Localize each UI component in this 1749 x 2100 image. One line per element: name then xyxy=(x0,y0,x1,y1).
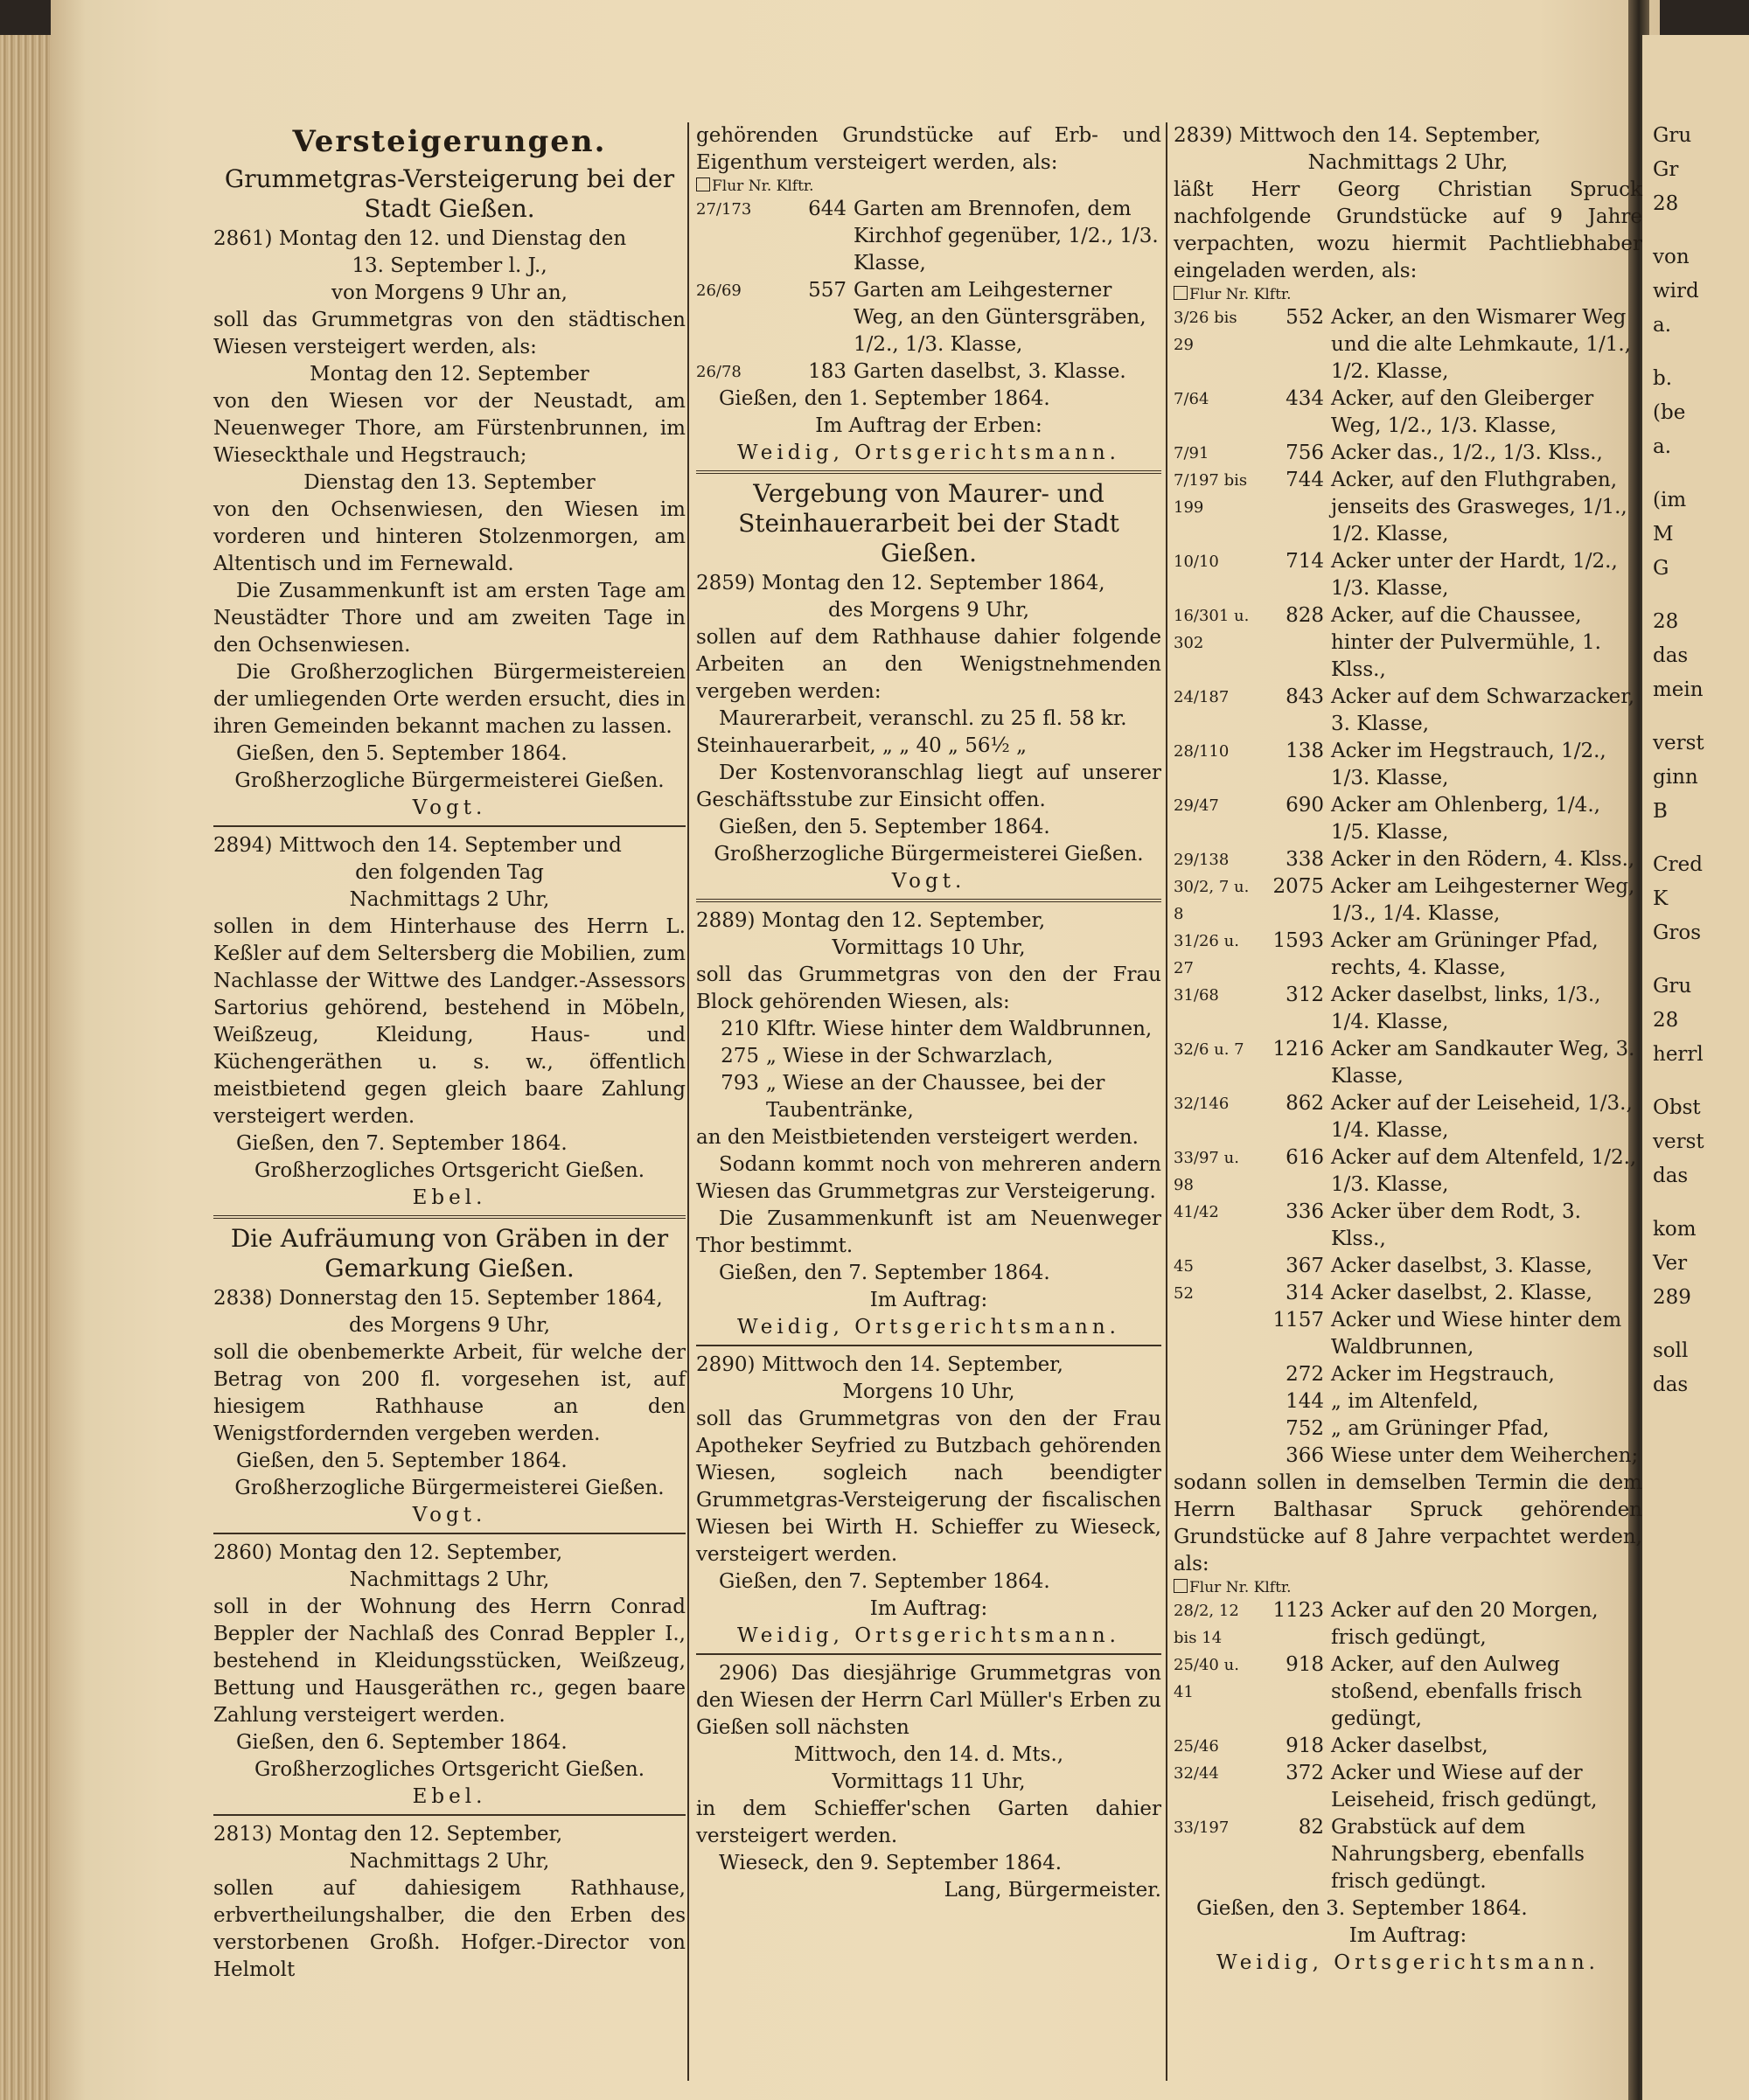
meadow-table xyxy=(696,1016,1161,1124)
notice-text: läßt Herr Georg Christian Spruck nachfolgende Grundstücke auf 9 Jahre verpachten, wozu hiermit Pachtliebhaber eingeladen werden, als: xyxy=(1174,178,1642,282)
notice-text: 2906) Das diesjährige Grummetgras von den Wiesen der Herrn Carl Müller's Erben zu Gießen soll nächsten xyxy=(696,1662,1161,1739)
notice-line: Vormittags 11 Uhr, xyxy=(832,1770,1026,1793)
facing-page-line: M xyxy=(1653,523,1674,546)
area-value: 552 xyxy=(1286,306,1324,329)
area-value: 616 xyxy=(1286,1146,1324,1169)
area-value: 366 xyxy=(1286,1444,1324,1467)
facing-page-line: Cred xyxy=(1653,853,1703,876)
table-row xyxy=(1174,982,1642,1036)
facing-page-line: herrl xyxy=(1653,1043,1704,1066)
notice-2813-continued xyxy=(696,122,1161,467)
notice-date: Gießen, den 5. September 1864. xyxy=(236,1450,568,1472)
facing-page-line: das xyxy=(1653,644,1689,667)
flur-number: 33/97 u. 98 xyxy=(1174,1149,1239,1194)
table-row xyxy=(1174,1036,1642,1090)
notice-date: Gießen, den 7. September 1864. xyxy=(719,1570,1050,1593)
area-value: 744 xyxy=(1286,469,1324,491)
area-value: 918 xyxy=(1286,1735,1324,1757)
area-value: 714 xyxy=(1286,550,1324,573)
facing-page-line: Ver xyxy=(1653,1252,1688,1275)
parcel-description: Acker auf den 20 Morgen, frisch gedüngt, xyxy=(1331,1599,1599,1649)
area-value: 367 xyxy=(1286,1255,1324,1277)
notice-authority: Großherzogliches Ortsgericht Gießen. xyxy=(254,1758,645,1781)
facing-page-line: G xyxy=(1653,557,1669,580)
flur-number xyxy=(1174,1307,1261,1361)
facing-page-line: a. xyxy=(1653,435,1672,458)
table-row xyxy=(1174,1597,1642,1651)
area-value: 756 xyxy=(1286,442,1324,464)
flur-number: 29/138 xyxy=(1174,851,1230,869)
notice-heading: Die Aufräumung von Gräben in der Gemarkung Gießen. xyxy=(230,1224,669,1283)
parcel-description: Acker daselbst, 3. Klasse, xyxy=(1331,1255,1592,1277)
notice-text: sollen auf dahiesigem Rathhause, erbvertheilungshalber, die den Erben des verstorbenen Großh. Hofger.-Director von Helmolt xyxy=(213,1877,686,1981)
flur-number: 26/78 xyxy=(696,363,742,381)
parcel-description: Klftr. Wiese hinter dem Waldbrunnen, xyxy=(766,1018,1153,1040)
notice-date: Wieseck, den 9. September 1864. xyxy=(719,1852,1063,1874)
table-header: Flur Nr. Klftr. xyxy=(1174,285,1642,304)
notice-authority: Großherzogliches Ortsgericht Gießen. xyxy=(254,1159,645,1182)
area-value: 862 xyxy=(1286,1092,1324,1115)
table-row xyxy=(1174,873,1642,928)
flur-number: 45 xyxy=(1174,1257,1194,1276)
flur-number: 25/46 xyxy=(1174,1737,1219,1756)
table-row xyxy=(696,1043,1161,1070)
parcel-description: Acker am Grüninger Pfad, rechts, 4. Klasse, xyxy=(1331,929,1599,979)
flur-number: 7/64 xyxy=(1174,390,1209,408)
notice-signature: Lang, Bürgermeister. xyxy=(944,1879,1161,1902)
area-value: 312 xyxy=(1286,984,1324,1006)
facing-page-line: 28 xyxy=(1653,1009,1679,1032)
flur-number: 25/40 u. 41 xyxy=(1174,1656,1239,1701)
table-row xyxy=(1174,792,1642,846)
area-value: 1157 xyxy=(1272,1309,1324,1332)
square-symbol-icon xyxy=(1174,1579,1188,1593)
notice-line: 2861) Montag den 12. und Dienstag den xyxy=(213,227,627,250)
notice-text: sodann sollen in demselben Termin die dem Herrn Balthasar Spruck gehörenden Grundstücke auf 8 Jahre verpachtet werden, als: xyxy=(1174,1471,1642,1575)
flur-number: 28/110 xyxy=(1174,742,1230,761)
parcel-description: Garten am Brennofen, dem Kirchhof gegenüber, 1/2., 1/3. Klasse, xyxy=(854,198,1159,275)
facing-page-line: verst xyxy=(1653,732,1704,754)
notice-text: gehörenden Grundstücke auf Erb- und Eigenthum versteigert werden, als: xyxy=(696,124,1161,174)
facing-page-line: Obst xyxy=(1653,1096,1701,1119)
work-line: Steinhauerarbeit, „ „ 40 „ 56½ „ xyxy=(696,734,1028,757)
table-row xyxy=(1174,1090,1642,1144)
divider xyxy=(213,825,686,827)
divider xyxy=(696,899,1161,902)
divider xyxy=(696,1345,1161,1346)
area-value: 372 xyxy=(1286,1762,1324,1784)
notice-text: sollen in dem Hinterhause des Herrn L. Keßler auf dem Seltersberg die Mobilien, zum Nachlasse der Wittwe des Landger.-Assessors Sartorius gehörend, bestehend in Möbeln, Weißzeug, Kleidung, Haus- und Küchengeräthen u. s. w., öffentlich meistbietend gegen gleich baare Zahlung versteigert werden. xyxy=(213,915,686,1128)
notice-date: Gießen, den 7. September 1864. xyxy=(719,1262,1050,1284)
notice-line: Mittwoch, den 14. d. Mts., xyxy=(793,1743,1064,1766)
facing-page-line: (be xyxy=(1653,401,1686,424)
flur-number: 30/2, 7 u. 8 xyxy=(1174,878,1250,923)
area-value: 793 xyxy=(721,1072,759,1095)
notice-text: soll das Grummetgras von den der Frau Block gehörenden Wiesen, als: xyxy=(696,963,1161,1013)
divider xyxy=(213,1215,686,1219)
notice-line: Morgens 10 Uhr, xyxy=(842,1380,1015,1403)
flur-number xyxy=(1174,1415,1261,1443)
flur-number: 33/197 xyxy=(1174,1818,1230,1837)
table-row xyxy=(696,1016,1161,1043)
facing-page-line: B xyxy=(1653,800,1668,823)
facing-page-line: mein xyxy=(1653,678,1704,701)
table-row xyxy=(1174,738,1642,792)
page-edges xyxy=(0,35,54,2100)
flur-number: 3/26 bis 29 xyxy=(1174,309,1237,354)
notice-text: soll das Grummetgras von den der Frau Apotheker Seyfried zu Butzbach gehörenden Wiesen, sogleich nach beendigter Grummetgras-Versteigerung der fiscalischen Wiesen bei Wirth H. Schieffer zu Wieseck, versteigert werden. xyxy=(696,1408,1161,1566)
notice-text: sollen auf dem Rathhause dahier folgende Arbeiten an den Wenigstnehmenden vergeben werden: xyxy=(696,626,1161,703)
notice-line: des Morgens 9 Uhr, xyxy=(348,1314,551,1337)
parcel-description: Acker unter der Hardt, 1/2., 1/3. Klasse, xyxy=(1331,550,1618,600)
table-row xyxy=(1174,928,1642,982)
notice-signature: Weidig, Ortsgerichtsmann. xyxy=(737,1624,1120,1647)
flur-number xyxy=(1174,1361,1261,1388)
area-value: 82 xyxy=(1298,1816,1324,1839)
notice-text: von den Ochsenwiesen, den Wiesen im vorderen und hinteren Stolzenmorgen, am Altentisch und im Fernewald. xyxy=(213,498,686,575)
parcel-description: Acker, auf die Chaussee, hinter der Pulvermühle, 1. Klss., xyxy=(1331,604,1601,681)
notice-text: an den Meistbietenden versteigert werden. xyxy=(696,1126,1139,1149)
notice-authority: Großherzogliche Bürgermeisterei Gießen. xyxy=(714,843,1144,866)
parcel-description: „ Wiese in der Schwarzlach, xyxy=(766,1045,1054,1067)
notice-signature: Weidig, Ortsgerichtsmann. xyxy=(1216,1951,1599,1974)
facing-page-line: Gros xyxy=(1653,921,1702,944)
parcel-description: Acker daselbst, links, 1/3., 1/4. Klasse, xyxy=(1331,984,1601,1033)
facing-page-line: Gru xyxy=(1653,124,1692,147)
notice-2839 xyxy=(1174,122,1642,1977)
table-row xyxy=(696,358,1161,386)
table-row xyxy=(1174,1361,1642,1388)
facing-page-line: soll xyxy=(1653,1339,1689,1362)
area-value: 314 xyxy=(1286,1282,1324,1304)
parcel-description: Acker, an den Wismarer Weg und die alte Lehmkaute, 1/1., 1/2. Klasse, xyxy=(1331,306,1631,383)
parcel-description: Acker auf dem Schwarzacker, 3. Klasse, xyxy=(1331,685,1635,735)
notice-2890 xyxy=(696,1352,1161,1650)
notice-text: in dem Schieffer'schen Garten dahier versteigert werden. xyxy=(696,1798,1161,1847)
parcel-description: „ am Grüninger Pfad, xyxy=(1331,1417,1550,1440)
notice-line: Nachmittags 2 Uhr, xyxy=(349,1568,550,1591)
table-row xyxy=(1174,1144,1642,1199)
area-value: 338 xyxy=(1286,848,1324,871)
area-value: 2075 xyxy=(1272,875,1324,898)
flur-number: 27/173 xyxy=(696,200,752,219)
divider xyxy=(213,1533,686,1534)
notice-line: 2889) Montag den 12. September, xyxy=(696,909,1046,932)
area-value: 1593 xyxy=(1272,929,1324,952)
facing-page-line: Gru xyxy=(1653,975,1692,998)
notice-text: von den Wiesen vor der Neustadt, am Neuenweger Thore, am Fürstenbrunnen, im Wieseckthale und Hegstrauch; xyxy=(213,390,686,467)
facing-page-line: von xyxy=(1653,246,1690,268)
area-value: 183 xyxy=(808,360,847,383)
area-value: 272 xyxy=(1286,1363,1324,1386)
flur-number: 16/301 u. 302 xyxy=(1174,607,1250,652)
notice-line: Nachmittags 2 Uhr, xyxy=(1307,151,1509,174)
notice-signature: Ebel. xyxy=(412,1186,487,1209)
facing-page-line: das xyxy=(1653,1165,1689,1187)
table-row xyxy=(1174,1199,1642,1253)
notice-text: Der Kostenvoranschlag liegt auf unserer Geschäftsstube zur Einsicht offen. xyxy=(696,761,1161,811)
table-header: Flur Nr. Klftr. xyxy=(696,177,1161,196)
notice-line: des Morgens 9 Uhr, xyxy=(827,599,1030,622)
parcel-description: Acker, auf den Gleiberger Weg, 1/2., 1/3. Klasse, xyxy=(1331,387,1594,437)
table-row xyxy=(1174,440,1642,467)
notice-line: Nachmittags 2 Uhr, xyxy=(349,888,550,911)
notice-line: 2839) Mittwoch den 14. September, xyxy=(1174,124,1541,147)
table-row xyxy=(1174,1443,1642,1470)
area-value: 557 xyxy=(808,279,847,302)
notice-line: Dienstag den 13. September xyxy=(303,471,596,494)
divider xyxy=(696,1653,1161,1655)
facing-page-line: verst xyxy=(1653,1130,1704,1153)
table-header: Flur Nr. Klftr. xyxy=(1174,1578,1642,1597)
facing-page-line: b. xyxy=(1653,367,1673,390)
table-row xyxy=(1174,304,1642,386)
notice-signature: Weidig, Ortsgerichtsmann. xyxy=(737,1316,1120,1339)
flur-number: 32/6 u. 7 xyxy=(1174,1040,1244,1059)
table-row xyxy=(1174,602,1642,684)
flur-number: 10/10 xyxy=(1174,553,1219,571)
area-value: 434 xyxy=(1286,387,1324,410)
flur-number: 41/42 xyxy=(1174,1203,1219,1221)
notice-2859 xyxy=(696,479,1161,895)
notice-text: Die Zusammenkunft ist am Neuenweger Thor bestimmt. xyxy=(696,1207,1161,1257)
flur-number: 31/68 xyxy=(1174,986,1219,1005)
notice-line: 2890) Mittwoch den 14. September, xyxy=(696,1353,1063,1376)
table-row xyxy=(696,1070,1161,1124)
flur-number xyxy=(1174,1443,1261,1470)
parcel-description: Acker am Sandkauter Weg, 3. Klasse, xyxy=(1331,1038,1635,1088)
notice-authority: Großherzogliche Bürgermeisterei Gießen. xyxy=(234,1477,665,1499)
column-rule-2 xyxy=(1166,122,1167,2081)
parcel-description: Acker daselbst, 2. Klasse, xyxy=(1331,1282,1592,1304)
notice-line: Nachmittags 2 Uhr, xyxy=(349,1850,550,1873)
flur-number: 32/146 xyxy=(1174,1095,1230,1113)
notice-text: soll in der Wohnung des Herrn Conrad Beppler der Nachlaß des Conrad Beppler I., bestehend in Kleidungsstücken, Weißzeug, Bettung und Hausgeräthen rc., gegen baare Zahlung versteigert werden. xyxy=(213,1596,686,1727)
flur-number: 24/187 xyxy=(1174,688,1230,706)
area-value: 336 xyxy=(1286,1200,1324,1223)
area-value: 210 xyxy=(721,1018,759,1040)
facing-page-line: K xyxy=(1653,887,1669,910)
notice-text: soll das Grummetgras von den städtischen Wiesen versteigert werden, als: xyxy=(213,309,686,358)
facing-page-line: ginn xyxy=(1653,766,1698,789)
notice-signature: Ebel. xyxy=(412,1785,487,1808)
table-row xyxy=(696,196,1161,277)
parcel-description: Acker, auf den Aulweg stoßend, ebenfalls frisch gedüngt, xyxy=(1331,1653,1583,1730)
facing-page-line: 28 xyxy=(1653,192,1679,215)
area-value: 752 xyxy=(1286,1417,1324,1440)
notice-line: 13. September l. J., xyxy=(352,254,547,277)
flur-number: 7/91 xyxy=(1174,444,1209,462)
parcel-description: Acker auf dem Altenfeld, 1/2., 1/3. Klasse, xyxy=(1331,1146,1637,1196)
parcel-description: Acker am Leihgesterner Weg, 1/3., 1/4. Klasse, xyxy=(1331,875,1635,925)
notice-2894 xyxy=(213,832,686,1212)
column-2 xyxy=(696,122,1161,1904)
facing-page-fragment xyxy=(1642,35,1749,2100)
notice-line: 2838) Donnerstag den 15. September 1864, xyxy=(213,1287,663,1310)
parcel-description: Wiese unter dem Weiherchen; xyxy=(1331,1444,1639,1467)
notice-signature: Vogt. xyxy=(412,1504,487,1526)
facing-page-line: 28 xyxy=(1653,610,1679,633)
table-row xyxy=(1174,1388,1642,1415)
notice-line: den folgenden Tag xyxy=(355,861,544,884)
parcel-description: Acker daselbst, xyxy=(1331,1735,1488,1757)
table-row xyxy=(1174,1280,1642,1307)
parcel-description: Garten am Leihgesterner Weg, an den Güntersgräben, 1/2., 1/3. Klasse, xyxy=(854,279,1146,356)
facing-page-line: 289 xyxy=(1653,1286,1691,1309)
table-row xyxy=(1174,1253,1642,1280)
work-line: Maurerarbeit, veranschl. zu 25 fl. 58 kr. xyxy=(719,707,1127,730)
notice-2889 xyxy=(696,907,1161,1341)
column-rule-1 xyxy=(687,122,689,2081)
area-value: 644 xyxy=(808,198,847,220)
table-row xyxy=(1174,386,1642,440)
flur-number xyxy=(1174,1388,1261,1415)
flur-number: 7/197 bis 199 xyxy=(1174,471,1248,517)
table-row xyxy=(696,277,1161,358)
parcel-description: Garten daselbst, 3. Klasse. xyxy=(854,360,1126,383)
parcel-description: „ im Altenfeld, xyxy=(1331,1390,1479,1413)
parcel-description: Acker und Wiese auf der Leiseheid, frisch gedüngt, xyxy=(1331,1762,1598,1811)
table-row xyxy=(1174,1307,1642,1361)
notice-2861 xyxy=(213,164,686,822)
notice-signature: Weidig, Ortsgerichtsmann. xyxy=(737,442,1120,464)
notice-2860 xyxy=(213,1540,686,1811)
parcel-table xyxy=(1174,304,1642,1470)
notice-signature: Vogt. xyxy=(412,796,487,819)
table-row xyxy=(1174,467,1642,548)
divider xyxy=(696,470,1161,474)
notice-date: Gießen, den 1. September 1864. xyxy=(719,387,1050,410)
flur-number: 29/47 xyxy=(1174,796,1219,815)
notice-line: Vormittags 10 Uhr, xyxy=(832,936,1026,959)
flur-number: 28/2, 12 bis 14 xyxy=(1174,1602,1239,1647)
area-value: 918 xyxy=(1286,1653,1324,1676)
notice-date: Gießen, den 3. September 1864. xyxy=(1196,1897,1528,1920)
facing-page-line: wird xyxy=(1653,280,1699,302)
table-row xyxy=(1174,1733,1642,1760)
square-symbol-icon xyxy=(1174,286,1188,300)
square-symbol-icon xyxy=(696,177,710,191)
parcel-description: Acker in den Rödern, 4. Klss., xyxy=(1331,848,1635,871)
notice-text: Die Großherzoglichen Bürgermeistereien der umliegenden Orte werden ersucht, dies in ihren Gemeinden bekannt machen zu lassen. xyxy=(213,661,686,738)
facing-page-line: (im xyxy=(1653,489,1687,511)
flur-number: 32/44 xyxy=(1174,1764,1219,1783)
notice-line: 2813) Montag den 12. September, xyxy=(213,1823,563,1846)
notice-2906 xyxy=(696,1660,1161,1904)
parcel-description: Acker im Hegstrauch, 1/2., 1/3. Klasse, xyxy=(1331,740,1606,789)
column-3 xyxy=(1174,122,1642,1977)
area-value: 275 xyxy=(721,1045,759,1067)
parcel-description: „ Wiese an der Chaussee, bei der Taubentränke, xyxy=(766,1072,1105,1122)
notice-line: 2859) Montag den 12. September 1864, xyxy=(696,572,1105,595)
table-row xyxy=(1174,548,1642,602)
flur-number: 52 xyxy=(1174,1284,1194,1303)
area-value: 843 xyxy=(1286,685,1324,708)
flur-number: 31/26 u. 27 xyxy=(1174,932,1239,977)
notice-2813 xyxy=(213,1821,686,1984)
table-row xyxy=(1174,1814,1642,1895)
table-row xyxy=(1174,1651,1642,1733)
notice-line: 2894) Mittwoch den 14. September und xyxy=(213,834,622,857)
notice-heading: Vergebung von Maurer- und Steinhauerarbeit bei der Stadt Gießen. xyxy=(738,479,1119,567)
facing-page-line: a. xyxy=(1653,314,1672,337)
parcel-description: Acker am Ohlenberg, 1/4., 1/5. Klasse, xyxy=(1331,794,1600,844)
notice-heading: Grummetgras-Versteigerung bei der Stadt Gießen. xyxy=(224,164,675,223)
notice-line: Montag den 12. September xyxy=(310,363,589,386)
area-value: 144 xyxy=(1286,1390,1324,1413)
column-1 xyxy=(213,122,686,1984)
notice-authority: Im Auftrag: xyxy=(869,1289,988,1311)
flur-number: 26/69 xyxy=(696,282,742,300)
notice-date: Gießen, den 7. September 1864. xyxy=(236,1132,568,1155)
parcel-table xyxy=(1174,1597,1642,1895)
parcel-description: Acker, auf den Fluthgraben, jenseits des Grasweges, 1/1., 1/2. Klasse, xyxy=(1331,469,1627,546)
notice-authority: Im Auftrag: xyxy=(869,1597,988,1620)
divider xyxy=(213,1814,686,1816)
table-row xyxy=(1174,684,1642,738)
parcel-description: Grabstück auf dem Nahrungsberg, ebenfalls frisch gedüngt. xyxy=(1331,1816,1585,1893)
notice-date: Gießen, den 5. September 1864. xyxy=(719,816,1050,838)
parcel-description: Acker auf der Leiseheid, 1/3., 1/4. Klasse, xyxy=(1331,1092,1633,1142)
notice-authority: Im Auftrag: xyxy=(1348,1924,1467,1947)
notice-authority: Im Auftrag der Erben: xyxy=(815,414,1042,437)
area-value: 828 xyxy=(1286,604,1324,627)
table-row xyxy=(1174,846,1642,873)
notice-text: Sodann kommt noch von mehreren andern Wiesen das Grummetgras zur Versteigerung. xyxy=(696,1153,1161,1203)
notice-text: soll die obenbemerkte Arbeit, für welche der Betrag von 200 fl. vorgesehen ist, auf hiesigem Rathhause an den Wenigstfordernden vergeben werden. xyxy=(213,1341,686,1445)
facing-page-lines xyxy=(1642,35,1749,1399)
page-title: Versteigerungen. xyxy=(292,124,607,159)
area-value: 690 xyxy=(1286,794,1324,817)
notice-date: Gießen, den 6. September 1864. xyxy=(236,1731,568,1754)
parcel-description: Acker im Hegstrauch, xyxy=(1331,1363,1555,1386)
parcel-description: Acker und Wiese hinter dem Waldbrunnen, xyxy=(1331,1309,1622,1359)
facing-page-line: Gr xyxy=(1653,158,1679,181)
notice-signature: Vogt. xyxy=(891,870,966,893)
notice-line: 2860) Montag den 12. September, xyxy=(213,1541,563,1564)
parcel-description: Acker das., 1/2., 1/3. Klss., xyxy=(1331,442,1603,464)
parcel-description: Acker über dem Rodt, 3. Klss., xyxy=(1331,1200,1581,1250)
table-row xyxy=(1174,1760,1642,1814)
facing-page-line: kom xyxy=(1653,1218,1697,1241)
notice-authority: Großherzogliche Bürgermeisterei Gießen. xyxy=(234,769,665,792)
table-row xyxy=(1174,1415,1642,1443)
area-value: 138 xyxy=(1286,740,1324,762)
area-value: 1123 xyxy=(1272,1599,1324,1622)
notice-date: Gießen, den 5. September 1864. xyxy=(236,742,568,765)
area-value: 1216 xyxy=(1272,1038,1324,1060)
notice-text: Die Zusammenkunft ist am ersten Tage am Neustädter Thore und am zweiten Tage in den Ochsenwiesen. xyxy=(213,580,686,657)
parcel-table xyxy=(696,196,1161,386)
notice-2838 xyxy=(213,1224,686,1529)
notice-line: von Morgens 9 Uhr an, xyxy=(331,282,568,304)
facing-page-line: das xyxy=(1653,1373,1689,1396)
